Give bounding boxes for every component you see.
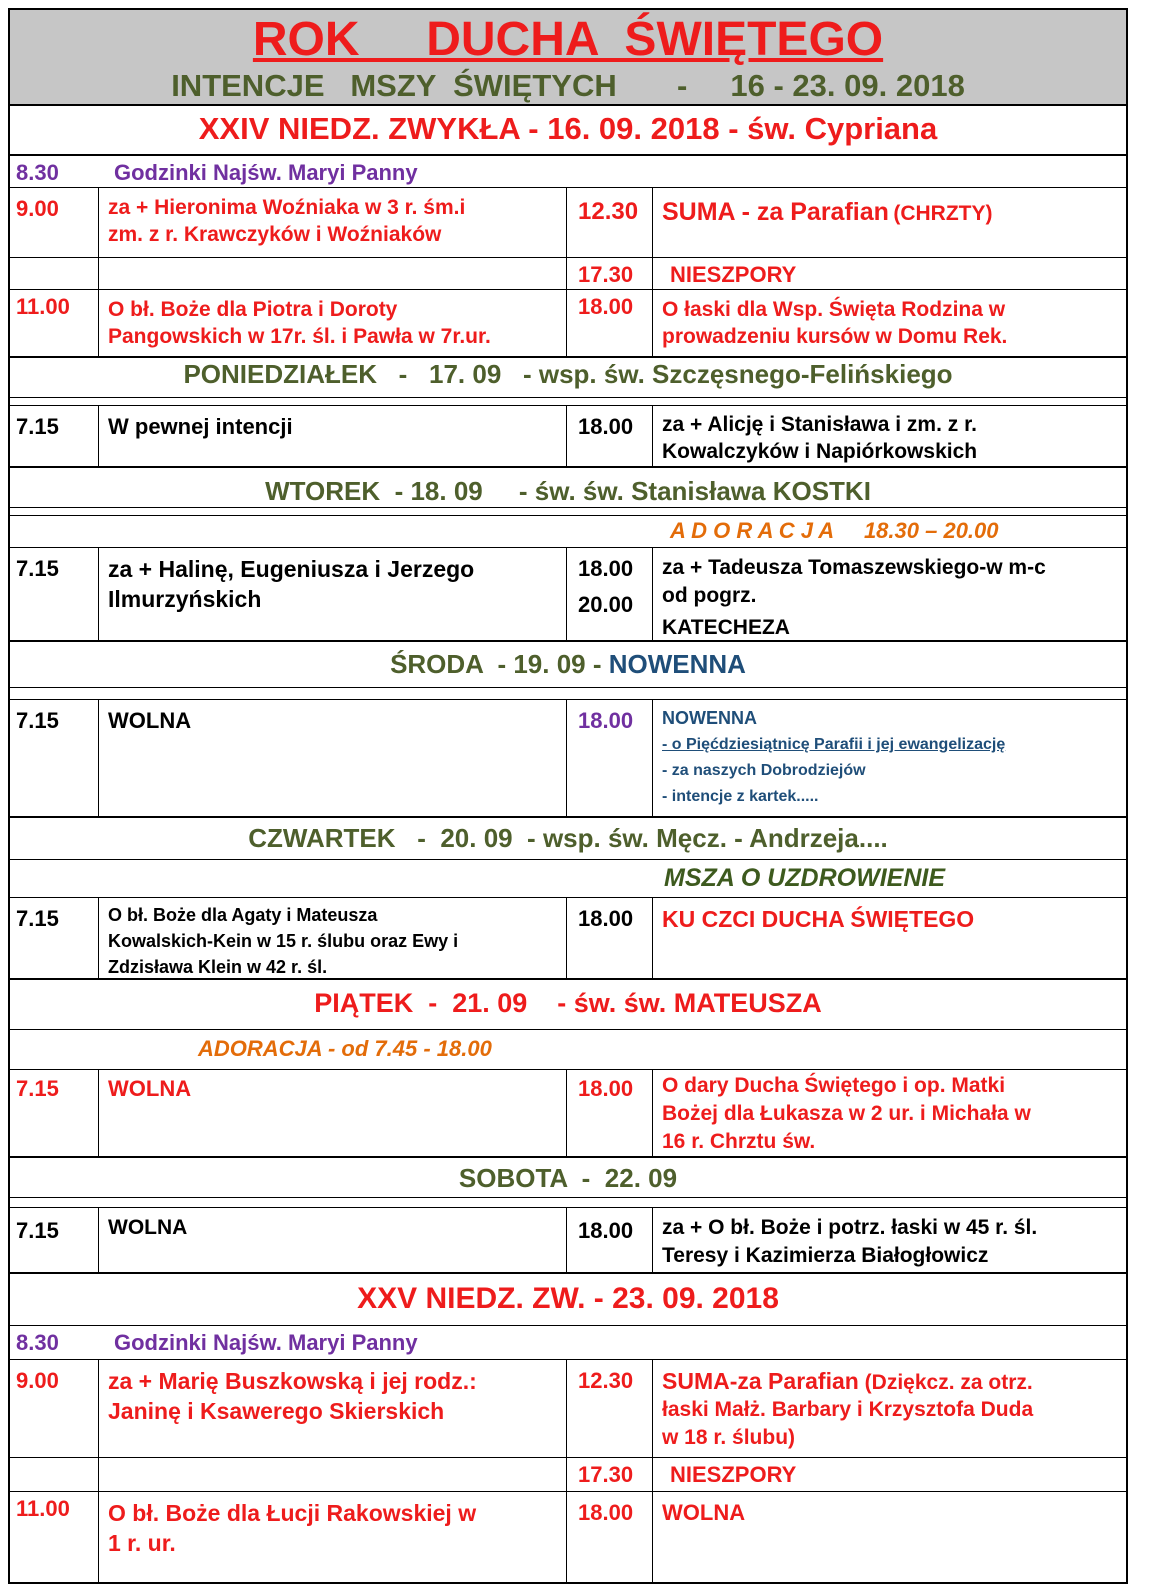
intention: Kowalskich-Kein w 15 r. ślubu oraz Ewy i [108,931,459,951]
time: 9.00 [16,1368,59,1393]
time: 17.30 [578,262,634,287]
time: 7.15 [16,556,59,581]
intention: O dary Ducha Świętego i op. Matki [662,1074,1006,1097]
intention: Godzinki Najśw. Maryi Panny [114,1330,418,1355]
saturday-heading: SOBOTA - 22. 09 [458,1163,678,1193]
time: 7.15 [16,414,59,439]
intention: Teresy i Kazimierza Białogłowicz [662,1244,989,1267]
intention: Ilmurzyńskich [108,586,262,612]
intention: prowadzeniu kursów w Domu Rek. [662,325,1008,348]
schedule-sheet [8,8,1128,1584]
adoration-note: ADORACJA - od 7.45 - 18.00 [198,1036,492,1061]
novena-item: - intencje z kartek..... [662,788,819,805]
intention: łaski Małż. Barbary i Krzysztofa Duda [662,1398,1034,1421]
intention: za + Halinę, Eugeniusza i Jerzego [108,556,475,582]
time: 8.30 [16,1330,59,1355]
monday-heading: PONIEDZIAŁEK - 17. 09 - wsp. św. Szczęsnego-Felińskiego [183,359,953,389]
page-subtitle: INTENCJE MSZY ŚWIĘTYCH - 16 - 23. 09. 2018 [171,68,965,103]
time: 7.15 [16,1218,59,1243]
wednesday-heading: ŚRODA - 19. 09 - NOWENNA [390,649,746,679]
intention: za + Hieronima Woźniaka w 3 r. śm.i [108,196,466,219]
intention: za + Alicję i Stanisława i zm. z r. [662,413,977,436]
intention: Zdzisława Klein w 42 r. śl. [108,957,328,977]
intention: Pangowskich w 17r. śl. i Pawła w 7r.ur. [108,325,491,348]
intention: Janinę i Ksawerego Skierskich [108,1398,445,1424]
intention: SUMA - za Parafian (CHRZTY) [662,198,993,226]
time: 9.00 [16,196,59,221]
intention: WOLNA [108,1216,188,1239]
novena-title: NOWENNA [662,708,757,728]
time: 12.30 [578,1368,634,1393]
time: 17.30 [578,1462,634,1487]
time: 7.15 [16,906,59,931]
row-healing-mass [10,860,1126,898]
novena-item: - o Pięćdziesiątnicę Parafii i jej ewangelizację [662,736,1006,753]
intention: za + Marię Buszkowską i jej rodz.: [108,1368,477,1394]
time: 7.15 [16,708,59,733]
time: 11.00 [16,294,70,319]
intention: 16 r. Chrztu św. [662,1130,816,1153]
intention: KU CZCI DUCHA ŚWIĘTEGO [662,906,975,932]
time: 18.00 [578,556,634,581]
intention: NIESZPORY [670,1462,797,1487]
intention: WOLNA [108,1076,192,1101]
intention: za + O bł. Boże i potrz. łaski w 45 r. śl. [662,1216,1038,1239]
time: 18.00 [578,906,634,931]
time: 18.00 [578,294,634,319]
row-1730 [10,1458,1126,1492]
time: 18.00 [578,708,634,733]
time: 18.00 [578,1218,634,1243]
sunday-2-heading: XXV NIEDZ. ZW. - 23. 09. 2018 [357,1282,779,1315]
time: 8.30 [16,160,59,185]
intention: Kowalczyków i Napiórkowskich [662,440,978,463]
intention: zm. z r. Krawczyków i Woźniaków [108,223,442,246]
page-title: ROK DUCHA ŚWIĘTEGO [252,13,884,66]
friday-heading: PIĄTEK - 21. 09 - św. św. MATEUSZA [314,988,822,1018]
row-adoration-friday [10,1030,1126,1070]
intention: W pewnej intencji [108,414,293,439]
intention: od pogrz. [662,584,757,607]
time: 18.00 [578,1500,634,1525]
time: 11.00 [16,1496,70,1521]
intention: 1 r. ur. [108,1530,176,1556]
intention: KATECHEZA [662,616,790,639]
intention: NIESZPORY [670,262,797,287]
time: 18.00 [578,414,634,439]
intention: O łaski dla Wsp. Święta Rodzina w [662,298,1006,321]
intention: w 18 r. ślubu) [662,1426,796,1449]
intention: O bł. Boże dla Łucji Rakowskiej w [108,1500,477,1526]
intention: Bożej dla Łukasza w 2 ur. i Michała w [662,1102,1031,1125]
time: 20.00 [578,592,634,617]
intention: O bł. Boże dla Agaty i Mateusza [108,905,378,925]
intention: za + Tadeusza Tomaszewskiego-w m-c [662,556,1046,579]
adoration-note: A D O R A C J A 18.30 – 20.00 [670,518,999,543]
intention: Godzinki Najśw. Maryi Panny [114,160,418,185]
time: 12.30 [578,198,639,225]
intention: WOLNA [662,1500,746,1525]
time: 18.00 [578,1076,634,1101]
tuesday-heading: WTOREK - 18. 09 - św. św. Stanisława KOSTKI [265,476,871,506]
time: 7.15 [16,1076,59,1101]
novena-item: - za naszych Dobrodziejów [662,762,866,779]
intention: SUMA-za Parafian (Dziękcz. za otrz. [662,1368,1033,1394]
intention: O bł. Boże dla Piotra i Doroty [108,298,398,321]
healing-mass-note: MSZA O UZDROWIENIE [664,864,946,892]
intention: WOLNA [108,708,192,733]
thursday-heading: CZWARTEK - 20. 09 - wsp. św. Męcz. - Andrzeja.... [248,823,888,853]
sunday-heading: XXIV NIEDZ. ZWYKŁA - 16. 09. 2018 - św. Cypriana [198,111,938,146]
row-1730 [10,258,1126,290]
